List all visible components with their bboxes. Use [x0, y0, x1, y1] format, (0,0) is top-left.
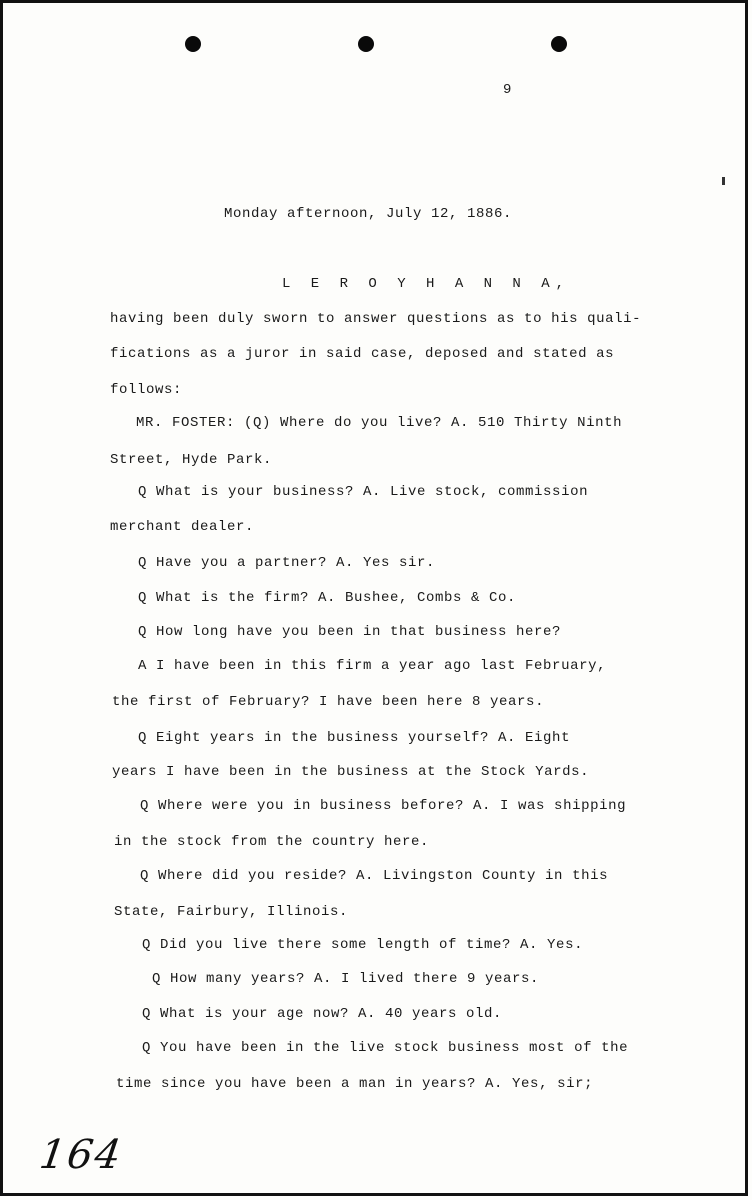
page-number: 9 [503, 82, 513, 98]
transcript-line: Q Did you live there some length of time? A. Yes. [142, 937, 584, 953]
transcript-line: merchant dealer. [110, 519, 255, 535]
transcript-line: fications as a juror in said case, deposed and stated as [110, 346, 615, 362]
handwritten-margin-note: 164 [36, 1132, 126, 1178]
transcript-line: Q What is the firm? A. Bushee, Combs & Co. [138, 590, 517, 606]
transcript-line: Q You have been in the live stock business most of the [142, 1040, 629, 1056]
transcript-line: years I have been in the business at the Stock Yards. [112, 764, 590, 780]
transcript-line: Street, Hyde Park. [110, 452, 273, 468]
witness-name: L E R O Y H A N N A, [282, 276, 571, 292]
transcript-line: Q Where were you in business before? A. I was shipping [140, 798, 627, 814]
transcript-line: A I have been in this firm a year ago last February, [138, 658, 607, 674]
transcript-line: in the stock from the country here. [114, 834, 430, 850]
punch-hole-right [551, 36, 567, 52]
margin-tick-mark [722, 177, 725, 185]
transcript-line: time since you have been a man in years? A. Yes, sir; [116, 1076, 594, 1092]
punch-hole-left [185, 36, 201, 52]
transcript-line: Q What is your business? A. Live stock, commission [138, 484, 589, 500]
transcript-line: MR. FOSTER: (Q) Where do you live? A. 510 Thirty Ninth [136, 415, 623, 431]
transcript-line: Q Where did you reside? A. Livingston County in this [140, 868, 609, 884]
transcript-line: Q Have you a partner? A. Yes sir. [138, 555, 436, 571]
transcript-line: State, Fairbury, Illinois. [114, 904, 349, 920]
transcript-line: Q Eight years in the business yourself? A. Eight [138, 730, 571, 746]
transcript-line: Q How long have you been in that business here? [138, 624, 562, 640]
date-line: Monday afternoon, July 12, 1886. [224, 206, 513, 222]
transcript-line: follows: [110, 382, 183, 398]
transcript-line: Q What is your age now? A. 40 years old. [142, 1006, 503, 1022]
transcript-line: the first of February? I have been here 8 years. [112, 694, 545, 710]
punch-hole-center [358, 36, 374, 52]
transcript-line: Q How many years? A. I lived there 9 years. [152, 971, 540, 987]
transcript-line: having been duly sworn to answer questions as to his quali- [110, 311, 642, 327]
